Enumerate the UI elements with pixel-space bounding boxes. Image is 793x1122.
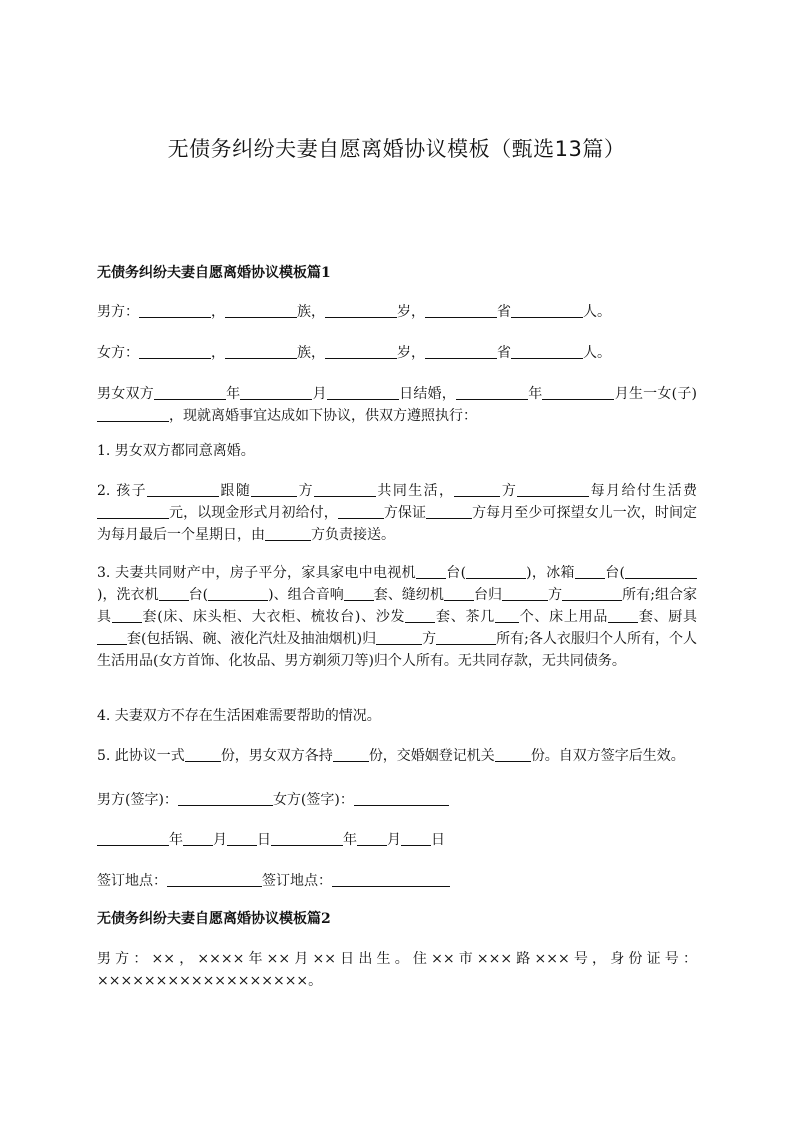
text: 套、缝纫机 [373, 587, 444, 603]
blank-field[interactable] [265, 526, 311, 541]
blank-field[interactable] [227, 831, 257, 846]
document-title: 无债务纠纷夫妻自愿离婚协议模板（甄选13篇） [167, 137, 626, 161]
blank-field[interactable] [456, 385, 528, 400]
blank-field[interactable] [139, 344, 211, 359]
text: 套(床、床头柜、大衣柜、梳妆台)、沙发 [141, 609, 406, 625]
text: 份，男女双方各持 [220, 748, 333, 764]
text: 元，以现金形式月初给付， [169, 505, 338, 521]
blank-field[interactable] [112, 608, 142, 623]
blank-field[interactable] [240, 385, 312, 400]
text: 个、床上用品 [518, 609, 609, 625]
blank-field[interactable] [271, 831, 343, 846]
blank-field[interactable] [426, 504, 472, 519]
date-line [97, 829, 697, 851]
text: 人。 [583, 345, 611, 361]
text: 月 [387, 832, 401, 848]
text: 方每月至少可探望女儿一次，时间定为每月最后一个星期日，由 [97, 505, 698, 543]
blank-field[interactable] [139, 303, 211, 318]
blank-field[interactable] [436, 630, 496, 645]
blank-field[interactable] [225, 303, 297, 318]
section-2-paragraph: 男方：××，××××年××月××日出生。住××市×××路×××号，身份证号：××××××××××××××××××。 [97, 951, 697, 989]
blank-field[interactable] [454, 482, 500, 497]
blank-field[interactable] [147, 482, 219, 497]
text: 日结婚， [398, 386, 457, 402]
blank-field[interactable] [517, 482, 589, 497]
text: 签订地点： [262, 873, 332, 889]
text: 岁， [397, 345, 425, 361]
blank-field[interactable] [208, 586, 268, 601]
text: 台( [604, 565, 626, 581]
blank-field[interactable] [183, 831, 213, 846]
signature-label-female: 女方(签字)： [272, 792, 354, 808]
blank-field[interactable] [376, 630, 422, 645]
text: 所有;各人衣服归个人所有，个人生活用品(女方首饰、化妆品、男方剃须刀等)归个人所有。无共同存款，无共同债务。 [97, 631, 697, 669]
blank-field[interactable] [325, 344, 397, 359]
signing-place-line [97, 870, 697, 892]
blank-field[interactable] [357, 831, 387, 846]
blank-field[interactable] [185, 747, 221, 762]
text: 日 [257, 832, 271, 848]
text: 份。自双方签字后生效。 [530, 748, 685, 764]
text: 族， [297, 345, 325, 361]
text: 省 [497, 304, 511, 320]
text: 月生一女(子) [614, 386, 698, 402]
text: )，洗衣机 [97, 587, 159, 603]
text: 2. 孩子 [97, 483, 148, 499]
signature-label-male: 男方(签字)： [97, 792, 178, 808]
blank-field[interactable] [159, 586, 189, 601]
text: 年 [169, 832, 183, 848]
text: 5. 此协议一式 [97, 748, 185, 764]
female-info-line [97, 342, 697, 364]
text: 套、厨具 [638, 609, 698, 625]
blank-field[interactable] [314, 482, 376, 497]
text: )、组合音响 [268, 587, 344, 603]
text: 月 [213, 832, 227, 848]
text: 省 [497, 345, 511, 361]
clause-2 [97, 480, 697, 546]
signature-field-female[interactable] [354, 791, 449, 806]
blank-field[interactable] [97, 504, 169, 519]
section-heading-1: 无债务纠纷夫妻自愿离婚协议模板篇1 [97, 265, 331, 281]
blank-field[interactable] [495, 747, 531, 762]
text: 套(包括锅、碗、液化汽灶及抽油烟机)归 [127, 631, 377, 647]
section-heading-2: 无债务纠纷夫妻自愿离婚协议模板篇2 [97, 911, 331, 927]
blank-field[interactable] [511, 303, 583, 318]
place-field-2[interactable] [332, 872, 450, 887]
blank-field[interactable] [97, 630, 127, 645]
text: 3. 夫妻共同财产中，房子平分，家具家电中电视机 [97, 565, 416, 581]
text: 年 [343, 832, 357, 848]
blank-field[interactable] [225, 344, 297, 359]
blank-field[interactable] [444, 586, 474, 601]
text: 方 [422, 631, 437, 647]
blank-field[interactable] [401, 831, 431, 846]
place-field-1[interactable] [167, 872, 262, 887]
text: 台归 [473, 587, 503, 603]
label: 男方： [97, 304, 139, 320]
text: 人。 [583, 304, 611, 320]
text: 族， [297, 304, 325, 320]
blank-field[interactable] [466, 564, 526, 579]
text: 份，交婚姻登记机关 [368, 748, 495, 764]
text: 每月给付生活费 [589, 483, 698, 499]
blank-field[interactable] [502, 586, 548, 601]
blank-field[interactable] [325, 303, 397, 318]
label: 女方： [97, 345, 139, 361]
text: 台( [188, 587, 209, 603]
text: 套、茶几 [435, 609, 495, 625]
blank-field[interactable] [511, 344, 583, 359]
blank-field[interactable] [562, 586, 622, 601]
blank-field[interactable] [327, 385, 399, 400]
blank-field[interactable] [97, 407, 169, 422]
text: 方保证 [383, 505, 427, 521]
blank-field[interactable] [333, 747, 369, 762]
blank-field[interactable] [625, 564, 697, 579]
clause-4: 4. 夫妻双方不存在生活困难需要帮助的情况。 [97, 708, 381, 724]
clause-5 [97, 745, 697, 767]
male-info-line [97, 301, 697, 323]
text: 所有;组合家具 [97, 587, 698, 625]
blank-field[interactable] [154, 385, 226, 400]
blank-field[interactable] [338, 504, 384, 519]
marriage-paragraph [97, 383, 697, 427]
blank-field[interactable] [425, 303, 497, 318]
text: 跟随 [219, 483, 252, 499]
text: 日 [431, 832, 445, 848]
text: 岁， [397, 304, 425, 320]
blank-field[interactable] [251, 482, 297, 497]
text: 方 [548, 587, 563, 603]
clause-1: 1. 男女双方都同意离婚。 [97, 443, 255, 459]
blank-field[interactable] [608, 608, 638, 623]
blank-field[interactable] [416, 564, 446, 579]
text: 年 [528, 386, 543, 402]
text: 男女双方 [97, 386, 154, 402]
blank-field[interactable] [425, 344, 497, 359]
blank-field[interactable] [405, 608, 435, 623]
text: ， [211, 304, 225, 320]
blank-field[interactable] [542, 385, 614, 400]
text: 方 [500, 483, 518, 499]
text: 台( [445, 565, 467, 581]
blank-field[interactable] [344, 586, 374, 601]
blank-field[interactable] [495, 608, 519, 623]
signature-field-male[interactable] [178, 791, 273, 806]
text: 方负责接送。 [311, 527, 395, 543]
text: 共同生活， [376, 483, 455, 499]
text: ，现就离婚事宜达成如下协议，供双方遵照执行： [169, 408, 477, 424]
text: )，冰箱 [526, 565, 575, 581]
blank-field[interactable] [575, 564, 605, 579]
clause-3 [97, 562, 697, 672]
blank-field[interactable] [97, 831, 169, 846]
signature-line [97, 789, 697, 811]
text: 方 [297, 483, 315, 499]
text: 签订地点： [97, 873, 167, 889]
text: 月 [312, 386, 327, 402]
text: ， [211, 345, 225, 361]
text: 年 [225, 386, 241, 402]
